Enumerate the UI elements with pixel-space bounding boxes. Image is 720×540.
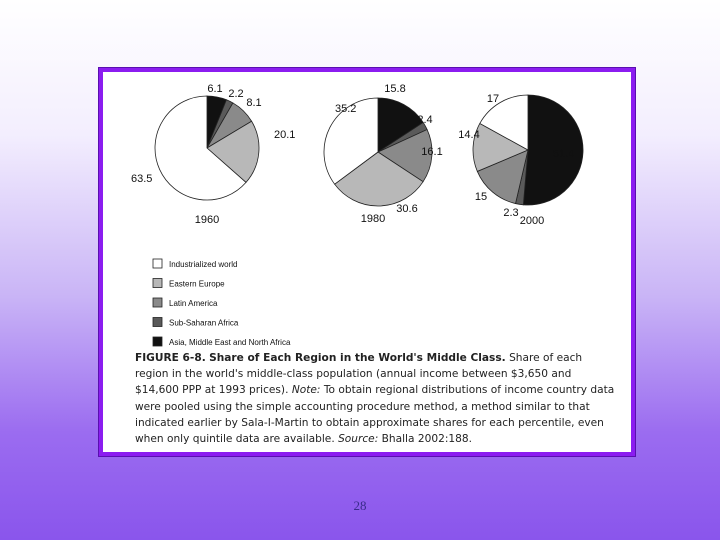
legend-swatch-eeurope bbox=[153, 279, 162, 288]
pie-1960-label-ssa: 2.2 bbox=[228, 88, 244, 100]
pie-2000-label-ssa: 2.3 bbox=[503, 207, 519, 219]
legend-label-latam: Latin America bbox=[169, 299, 218, 308]
pie-1960-label-eeurope: 20.1 bbox=[274, 129, 296, 141]
pie-1960-label-asia: 6.1 bbox=[207, 83, 223, 95]
pie-2000-label-asia: 51.4 bbox=[553, 148, 575, 160]
legend-swatch-industrialized bbox=[153, 259, 162, 268]
legend-swatch-ssa bbox=[153, 318, 162, 327]
note-label: Note: bbox=[291, 384, 321, 397]
legend-swatch-asia bbox=[153, 337, 162, 346]
pie-1980-label-latam: 16.1 bbox=[421, 146, 443, 158]
figure-label: FIGURE 6-8. bbox=[135, 352, 206, 364]
legend-label-industrialized: Industrialized world bbox=[169, 260, 238, 269]
figure-title: Share of Each Region in the World's Middle Class. bbox=[209, 352, 506, 364]
legend-label-eeurope: Eastern Europe bbox=[169, 279, 225, 289]
pie-2000-year-label: 2000 bbox=[519, 215, 545, 227]
legend-label-asia: Asia, Middle East and North Africa bbox=[169, 338, 291, 347]
pie-1980-label-asia: 15.8 bbox=[384, 83, 406, 95]
figure-caption bbox=[135, 350, 615, 447]
legend-label-ssa: Sub-Saharan Africa bbox=[169, 318, 239, 328]
figure-frame bbox=[99, 68, 635, 456]
pie-2000-label-eeurope: 14.4 bbox=[458, 129, 480, 141]
pie-2000-label-latam: 15 bbox=[474, 191, 488, 203]
source-text: Bhalla 2002:188. bbox=[381, 433, 472, 446]
pie-1980-year-label: 1980 bbox=[360, 213, 386, 225]
pie-1980-label-ssa: 2.4 bbox=[417, 114, 433, 126]
pie-1960-label-industrialized: 63.5 bbox=[131, 173, 153, 185]
legend bbox=[153, 259, 291, 347]
legend-swatch-latam bbox=[153, 298, 162, 307]
caption-text: Share of each region in the world's middle-class population (annual income between $3,650 and $14,600 PPP at 1993 prices). bbox=[135, 352, 583, 397]
note-text: To obtain regional distributions of income country data were pooled using the simple accounting procedure method, a method similar to that indicated earlier by Sala-I-Martin to obtain approximate shares for each percentile, even when only quintile data are available. bbox=[135, 384, 615, 446]
pie-1980-label-eeurope: 30.6 bbox=[396, 203, 418, 215]
pie-charts-group bbox=[131, 83, 583, 227]
page-number: 28 bbox=[353, 498, 367, 513]
pie-2000-label-industrialized: 17 bbox=[486, 93, 500, 105]
pie-1980-label-industrialized: 35.2 bbox=[335, 103, 357, 115]
source-label: Source: bbox=[338, 433, 379, 446]
pie-1960-label-latam: 8.1 bbox=[246, 97, 262, 109]
pie-1960-year-label: 1960 bbox=[194, 214, 220, 226]
